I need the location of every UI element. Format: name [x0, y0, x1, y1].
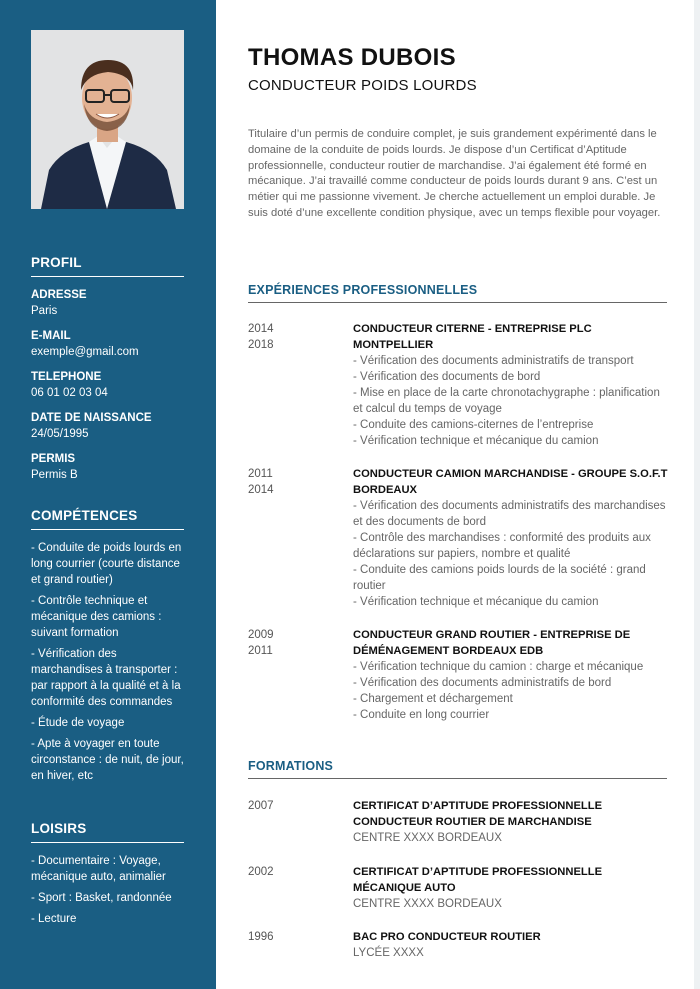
experience-title: CONDUCTEUR CAMION MARCHANDISE - GROUPE S.O.F.T BORDEAUX: [353, 468, 668, 496]
experience-dates: [248, 627, 338, 659]
experience-dates: [248, 321, 338, 353]
experience-title: CONDUCTEUR CITERNE - ENTREPRISE PLC MONTPELLIER: [353, 323, 592, 351]
experience-body: [353, 466, 671, 610]
start-year: 2009: [248, 629, 274, 641]
hobby-item: - Documentaire : Voyage, mécanique auto, animalier: [31, 855, 166, 883]
experience-body: [353, 321, 671, 449]
experience-title: CONDUCTEUR GRAND ROUTIER - ENTREPRISE DE DÉMÉNAGEMENT BORDEAUX EDB: [353, 629, 631, 657]
experience-task: - Contrôle des marchandises : conformité des produits aux déclarations sur papiers, nombre et qualité: [353, 532, 651, 560]
hobbies-heading: LOISIRS: [31, 821, 184, 843]
experience-task: - Vérification technique du camion : charge et mécanique: [353, 661, 644, 673]
experience-task: - Conduite des camions poids lourds de la société : grand routier: [353, 564, 646, 592]
phone-label: TELEPHONE: [31, 371, 102, 383]
experience-task: - Vérification des documents administratifs de bord: [353, 677, 612, 689]
address-label: ADRESSE: [31, 289, 87, 301]
profile-photo: [31, 30, 184, 209]
experience-task: - Chargement et déchargement: [353, 693, 513, 705]
experience-task: - Vérification des documents administratifs de transport: [353, 355, 634, 367]
field-email: [31, 329, 184, 360]
hobby-item: - Sport : Basket, randonnée: [31, 892, 172, 904]
profile-fields: [31, 288, 184, 493]
experience-task: - Vérification des documents de bord: [353, 371, 541, 383]
skill-item: - Étude de voyage: [31, 717, 125, 729]
birthdate-value: 24/05/1995: [31, 428, 89, 440]
education-school: LYCÉE XXXX: [353, 947, 424, 959]
candidate-name: THOMAS DUBOIS: [248, 44, 456, 71]
education-year: 1996: [248, 931, 274, 943]
hobby-item: - Lecture: [31, 913, 77, 925]
phone-value: 06 01 02 03 04: [31, 387, 108, 399]
education-title: CERTIFICAT D’APTITUDE PROFESSIONNELLE MÉCANIQUE AUTO: [353, 866, 603, 894]
experience-task: - Mise en place de la carte chronotachygraphe : planification et calcul du temps de voyage: [353, 387, 660, 415]
job-title: CONDUCTEUR POIDS LOURDS: [248, 77, 477, 94]
education-year: 2007: [248, 800, 274, 812]
experience-task: - Conduite en long courrier: [353, 709, 490, 721]
field-phone: [31, 370, 184, 401]
experience-task: - Conduite des camions-citernes de l’entreprise: [353, 419, 594, 431]
end-year: 2018: [248, 339, 274, 351]
skill-item: - Apte à voyager en toute circonstance : de nuit, de jour, en hiver, etc: [31, 738, 184, 782]
skill-item: - Conduite de poids lourds en long courrier (courte distance et grand routier): [31, 542, 182, 586]
birthdate-label: DATE DE NAISSANCE: [31, 412, 152, 424]
summary-paragraph: Titulaire d’un permis de conduire complet, je suis grandement expérimenté dans le domaine de la conduite de poids lourds. Je dispose d’un Certificat d’Aptitude professionnelle, conducteur routier de marchandise. J’ai également été formé en mécanique. J’ai travaillé comme conducteur de poids lourds durant 9 ans. C’est un métier qui me passionne vivement. Je cherche actuellement un emploi durable. Je suis doté d’une excellente condition physique, avec un temps flexible pour voyager.: [248, 128, 661, 219]
field-license: [31, 452, 184, 483]
portrait-image: [31, 30, 184, 209]
experience-dates: [248, 466, 338, 498]
skill-item: - Vérification des marchandises à transporter : par rapport à la qualité et à la conformité des commandes: [31, 648, 181, 708]
address-value: Paris: [31, 305, 58, 317]
education-school: CENTRE XXXX BORDEAUX: [353, 898, 502, 910]
start-year: 2011: [248, 468, 273, 480]
education-title: CERTIFICAT D’APTITUDE PROFESSIONNELLE CONDUCTEUR ROUTIER DE MARCHANDISE: [353, 800, 603, 828]
skills-list: [31, 540, 184, 789]
experience-task: - Vérification des documents administratifs des marchandises et des documents de bord: [353, 500, 666, 528]
sidebar: [0, 0, 216, 989]
skills-heading: COMPÉTENCES: [31, 508, 184, 530]
skill-item: - Contrôle technique et mécanique des camions : suivant formation: [31, 595, 162, 639]
education-title: BAC PRO CONDUCTEUR ROUTIER: [353, 931, 541, 943]
education-body: [353, 929, 671, 961]
email-value: exemple@gmail.com: [31, 346, 139, 358]
education-heading: FORMATIONS: [248, 759, 667, 779]
license-value: Permis B: [31, 469, 78, 481]
profile-heading: PROFIL: [31, 255, 184, 277]
email-label: E-MAIL: [31, 330, 71, 342]
education-body: [353, 798, 671, 846]
experience-task: - Vérification technique et mécanique du camion: [353, 435, 599, 447]
field-birthdate: [31, 411, 184, 442]
field-address: [31, 288, 184, 319]
end-year: 2014: [248, 484, 274, 496]
end-year: 2011: [248, 645, 273, 657]
hobbies-list: [31, 853, 184, 932]
experience-body: [353, 627, 671, 723]
main-content: [216, 0, 694, 989]
education-year: 2002: [248, 866, 274, 878]
start-year: 2014: [248, 323, 274, 335]
license-label: PERMIS: [31, 453, 76, 465]
education-body: [353, 864, 671, 912]
experience-task: - Vérification technique et mécanique du camion: [353, 596, 599, 608]
experience-heading: EXPÉRIENCES PROFESSIONNELLES: [248, 283, 667, 303]
education-school: CENTRE XXXX BORDEAUX: [353, 832, 502, 844]
